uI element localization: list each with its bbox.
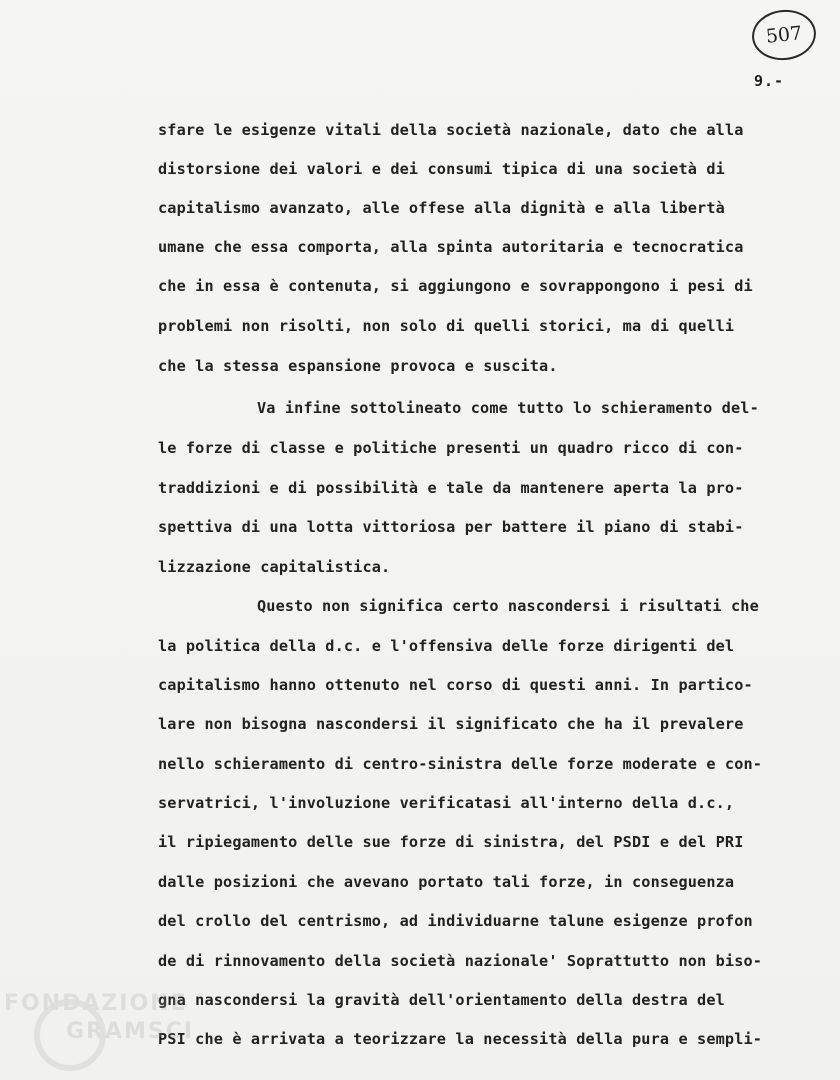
text-line: del crollo del centrismo, ad individuarne talune esigenze profon <box>158 912 753 930</box>
text-line: dalle posizioni che avevano portato tali forze, in conseguenza <box>158 873 735 891</box>
text-line: capitalismo hanno ottenuto nel corso di questi anni. In partico- <box>158 676 753 694</box>
text-line: umane che essa comporta, alla spinta autoritaria e tecnocratica <box>158 238 744 256</box>
page-number: 9.- <box>754 72 785 90</box>
text-line: che la stessa espansione provoca e suscita. <box>158 357 558 375</box>
text-line: servatrici, l'involuzione verificatasi all'interno della d.c., <box>158 794 735 812</box>
text-line: Va infine sottolineato come tutto lo schieramento del- <box>257 399 759 417</box>
text-line: problemi non risolti, non solo di quelli storici, ma di quelli <box>158 317 735 335</box>
text-line: sfare le esigenze vitali della società nazionale, dato che alla <box>158 121 744 139</box>
text-line: le forze di classe e politiche presenti un quadro ricco di con- <box>158 439 744 457</box>
archive-stamp <box>750 7 819 63</box>
text-line: lizzazione capitalistica. <box>158 558 391 576</box>
text-line: nello schieramento di centro-sinistra delle forze moderate e con- <box>158 755 763 773</box>
text-line: che in essa è contenuta, si aggiungono e sovrappongono i pesi di <box>158 277 753 295</box>
text-line: distorsione dei valori e dei consumi tipica di una società di <box>158 160 725 178</box>
text-line: Questo non significa certo nascondersi i risultati che <box>257 597 759 615</box>
stamp-number: 507 <box>764 22 804 48</box>
text-line: spettiva di una lotta vittoriosa per battere il piano di stabi- <box>158 518 744 536</box>
text-line: capitalismo avanzato, alle offese alla dignità e alla libertà <box>158 199 725 217</box>
text-line: traddizioni e di possibilità e tale da mantenere aperta la pro- <box>158 479 744 497</box>
text-line: PSI che è arrivata a teorizzare la necessità della pura e sempli- <box>158 1030 763 1048</box>
watermark-text: GRAMSCI <box>66 1019 195 1044</box>
text-line: il ripiegamento delle sue forze di sinistra, del PSDI e del PRI <box>158 833 744 851</box>
text-line: gna nascondersi la gravità dell'orientamento della destra del <box>158 991 725 1009</box>
text-line: de di rinnovamento della società nazionale' Soprattutto non biso- <box>158 952 763 970</box>
watermark-logo <box>4 985 224 1080</box>
text-line: lare non bisogna nascondersi il significato che ha il prevalere <box>158 715 744 733</box>
watermark-text: FONDAZIONE <box>4 991 188 1016</box>
text-line: la politica della d.c. e l'offensiva delle forze dirigenti del <box>158 637 735 655</box>
